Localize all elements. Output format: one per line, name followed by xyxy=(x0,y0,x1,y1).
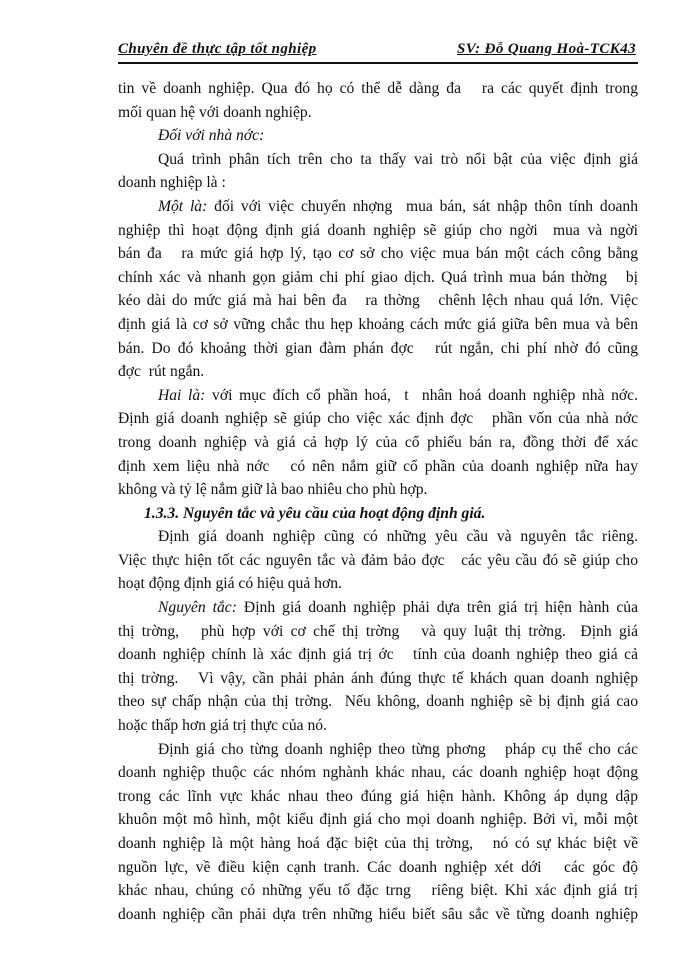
text-line xyxy=(118,407,638,431)
text-segment: Việc thực hiện tốt các nguyên tắc và đảm bảo đợc các yêu cầu đó sẽ giúp cho xyxy=(118,551,638,569)
text-line xyxy=(118,879,638,903)
text-segment: doanh nghiệp là một hàng hoá đặc biệt của thị trờng, nó có sự khác biệt về xyxy=(118,835,638,852)
text-segment: chính xác và nhanh gọn giảm chi phí giao dịch. Quá trình mua bán thờng bị xyxy=(118,268,638,286)
text-segment: Quá trình phân tích trên cho ta thấy vai trò nổi bật của việc định giá xyxy=(158,150,638,168)
text-line xyxy=(118,690,638,714)
text-line xyxy=(118,596,638,620)
text-segment: Đối với nhà nớc: xyxy=(158,127,265,145)
text-segment: doanh nghiệp là : xyxy=(118,174,226,192)
text-segment: Nguyên tắc: xyxy=(158,599,237,617)
header-title: Chuyên đề thực tập tốt nghiệp xyxy=(118,41,317,57)
text-segment: trong doanh nghiệp và giá cả hợp lý của cổ phiếu bán ra, đồng thời để xác xyxy=(118,433,638,451)
text-line xyxy=(118,808,638,832)
text-line xyxy=(118,148,638,172)
text-line xyxy=(118,761,638,785)
text-line xyxy=(118,667,638,691)
text-segment: theo sự chấp nhận của thị trờng. Nếu không, doanh nghiệp sẽ bị định giá cao xyxy=(118,693,638,711)
text-segment: Định giá doanh nghiệp sẽ giúp cho việc xác định đợc phần vốn của nhà nớc xyxy=(118,410,638,428)
text-line xyxy=(118,572,638,596)
text-segment: khuôn một mô hình, một kiểu định giá cho mọi doanh nghiệp. Bởi vì, mỗi một xyxy=(118,811,638,829)
text-line xyxy=(118,431,638,455)
text-segment: tin về doanh nghiệp. Qua đó họ có thể dễ dàng đa ra các quyết định trong xyxy=(118,80,638,97)
text-line xyxy=(118,455,638,479)
text-line xyxy=(118,549,638,573)
text-line xyxy=(118,832,638,856)
text-line xyxy=(118,337,638,361)
text-line xyxy=(118,101,638,125)
text-segment: bán. Do đó khoảng thời gian đàm phán đợc rút ngắn, chi phí nhờ đó cũng xyxy=(118,339,638,357)
text-line xyxy=(118,525,638,549)
page-header xyxy=(118,40,638,64)
text-segment: thị trờng. Vì vậy, cần phải phản ánh đúng thực tế khách quan doanh nghiệp xyxy=(118,669,638,687)
text-segment: đợc rút ngắn. xyxy=(118,363,205,381)
text-segment: doanh nghiệp thuộc các nhóm nghành khác nhau, các doanh nghiệp hoạt động xyxy=(118,764,638,782)
document-body xyxy=(118,77,638,926)
header-author: SV: Đỗ Quang Hoà-TCK43 xyxy=(457,41,636,57)
text-segment: khác nhau, chúng có những yếu tố đặc trng riêng biệt. Khi xác định giá trị xyxy=(118,882,638,900)
text-line xyxy=(118,124,638,148)
text-line xyxy=(118,620,638,644)
text-segment: định giá là cơ sở vững chắc thu hẹp khoảng cách mức giá giữa bên mua và bên xyxy=(118,315,638,333)
text-line xyxy=(118,195,638,219)
text-segment: trong các lĩnh vực khác nhau theo đúng giá hiện hành. Không áp dụng dập xyxy=(118,787,638,805)
text-line xyxy=(118,313,638,337)
text-line xyxy=(118,219,638,243)
text-line xyxy=(118,738,638,762)
text-line xyxy=(118,77,638,101)
text-segment: doanh nghiệp chính là xác định giá trị ớc tính của doanh nghiệp theo giá cả xyxy=(118,646,638,664)
text-segment: không và tỷ lệ nắm giữ là bao nhiêu cho phù hợp. xyxy=(118,481,428,499)
text-line xyxy=(118,289,638,313)
text-segment: định xem liệu nhà nớc có nên nắm giữ cổ phần của doanh nghiệp nữa hay xyxy=(118,457,638,475)
text-line xyxy=(118,903,638,927)
text-line xyxy=(118,242,638,266)
text-segment: Hai là: xyxy=(158,386,206,404)
text-line xyxy=(118,714,638,738)
text-segment: doanh nghiệp cần phải dựa trên những hiểu biết sâu sắc về từng doanh nghiệp xyxy=(118,905,638,923)
text-line xyxy=(118,171,638,195)
text-line xyxy=(118,384,638,408)
text-line xyxy=(118,478,638,502)
text-line xyxy=(118,360,638,384)
text-line xyxy=(118,502,638,526)
text-line xyxy=(118,785,638,809)
text-segment: nghiệp thì hoạt động định giá doanh nghiệp sẽ giúp cho ngời mua và ngời xyxy=(118,221,638,239)
text-line xyxy=(118,856,638,880)
text-segment: Một là: xyxy=(158,197,208,215)
text-segment: mối quan hệ với doanh nghiệp. xyxy=(118,103,312,121)
section-heading: 1.3.3. Nguyên tắc và yêu cầu của hoạt động định giá. xyxy=(144,504,486,522)
text-segment: Định giá doanh nghiệp cũng có những yêu cầu và nguyên tắc riêng. xyxy=(158,528,638,546)
text-segment: kéo dài do mức giá mà hai bên đa ra thờng chênh lệch nhau quá lớn. Việc xyxy=(118,292,638,310)
text-segment: với mục đích cổ phần hoá, t nhân hoá doanh nghiệp nhà nớc. xyxy=(205,386,638,404)
text-segment: thị trờng, phù hợp với cơ chế thị trờng và quy luật thị trờng. Định giá xyxy=(118,622,638,640)
text-segment: nguồn lực, về điều kiện cạnh tranh. Các doanh nghiệp xét dới các góc độ xyxy=(118,858,638,876)
text-segment: đối với việc chuyển nhợng mua bán, sát nhập thôn tính doanh xyxy=(207,197,639,215)
text-line xyxy=(118,266,638,290)
text-segment: hoặc thấp hơn giá trị thực của nó. xyxy=(118,717,327,735)
text-segment: hoạt động định giá có hiệu quả hơn. xyxy=(118,575,342,593)
text-segment: bán đa ra mức giá hợp lý, tạo cơ sở cho việc mua bán một cách công bằng xyxy=(118,245,638,263)
text-line xyxy=(118,643,638,667)
text-segment: Định giá cho từng doanh nghiệp theo từng phơng pháp cụ thể cho các xyxy=(158,740,638,758)
text-segment: Định giá doanh nghiệp phải dựa trên giá trị hiện hành của xyxy=(236,599,638,617)
